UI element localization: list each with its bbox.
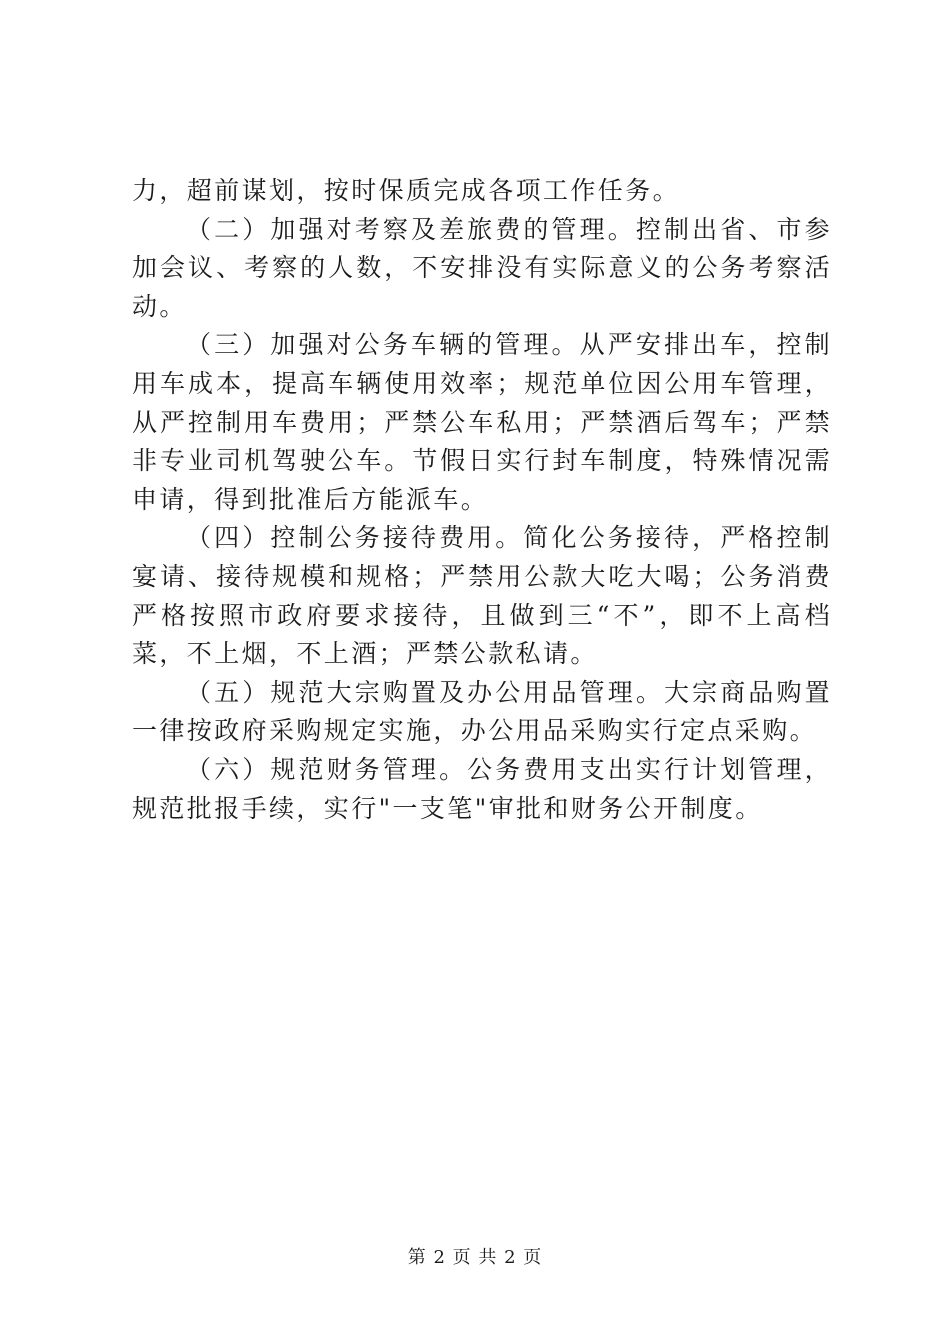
page-number-footer: 第 2 页 共 2 页 (407, 1247, 543, 1268)
paragraph-bulk-purchasing: （五）规范大宗购置及办公用品管理。大宗商品购置一律按政府采购规定实施，办公用品采购实行定点采购。 (132, 677, 832, 746)
paragraph-official-vehicles: （三）加强对公务车辆的管理。从严安排出车，控制用车成本，提高车辆使用效率；规范单位因公用车管理，从严控制用车费用；严禁公车私用；严禁酒后驾车；严禁非专业司机驾驶公车。节假日实行封车制度，特殊情况需申请，得到批准后方能派车。 (132, 330, 832, 514)
paragraph-financial-management: （六）规范财务管理。公务费用支出实行计划管理，规范批报手续，实行"一支笔"审批和财务公开制度。 (132, 754, 832, 823)
document-body (132, 172, 832, 828)
paragraph-reception-expenses: （四）控制公务接待费用。简化公务接待，严格控制宴请、接待规模和规格；严禁用公款大吃大喝；公务消费严格按照市政府要求接待，且做到三“不”，即不上高档菜，不上烟，不上酒；严禁公款私请。 (132, 523, 832, 669)
paragraph-continuation: 力，超前谋划，按时保质完成各项工作任务。 (132, 176, 681, 205)
paragraph-travel-expenses: （二）加强对考察及差旅费的管理。控制出省、市参加会议、考察的人数，不安排没有实际意义的公务考察活动。 (132, 214, 832, 321)
